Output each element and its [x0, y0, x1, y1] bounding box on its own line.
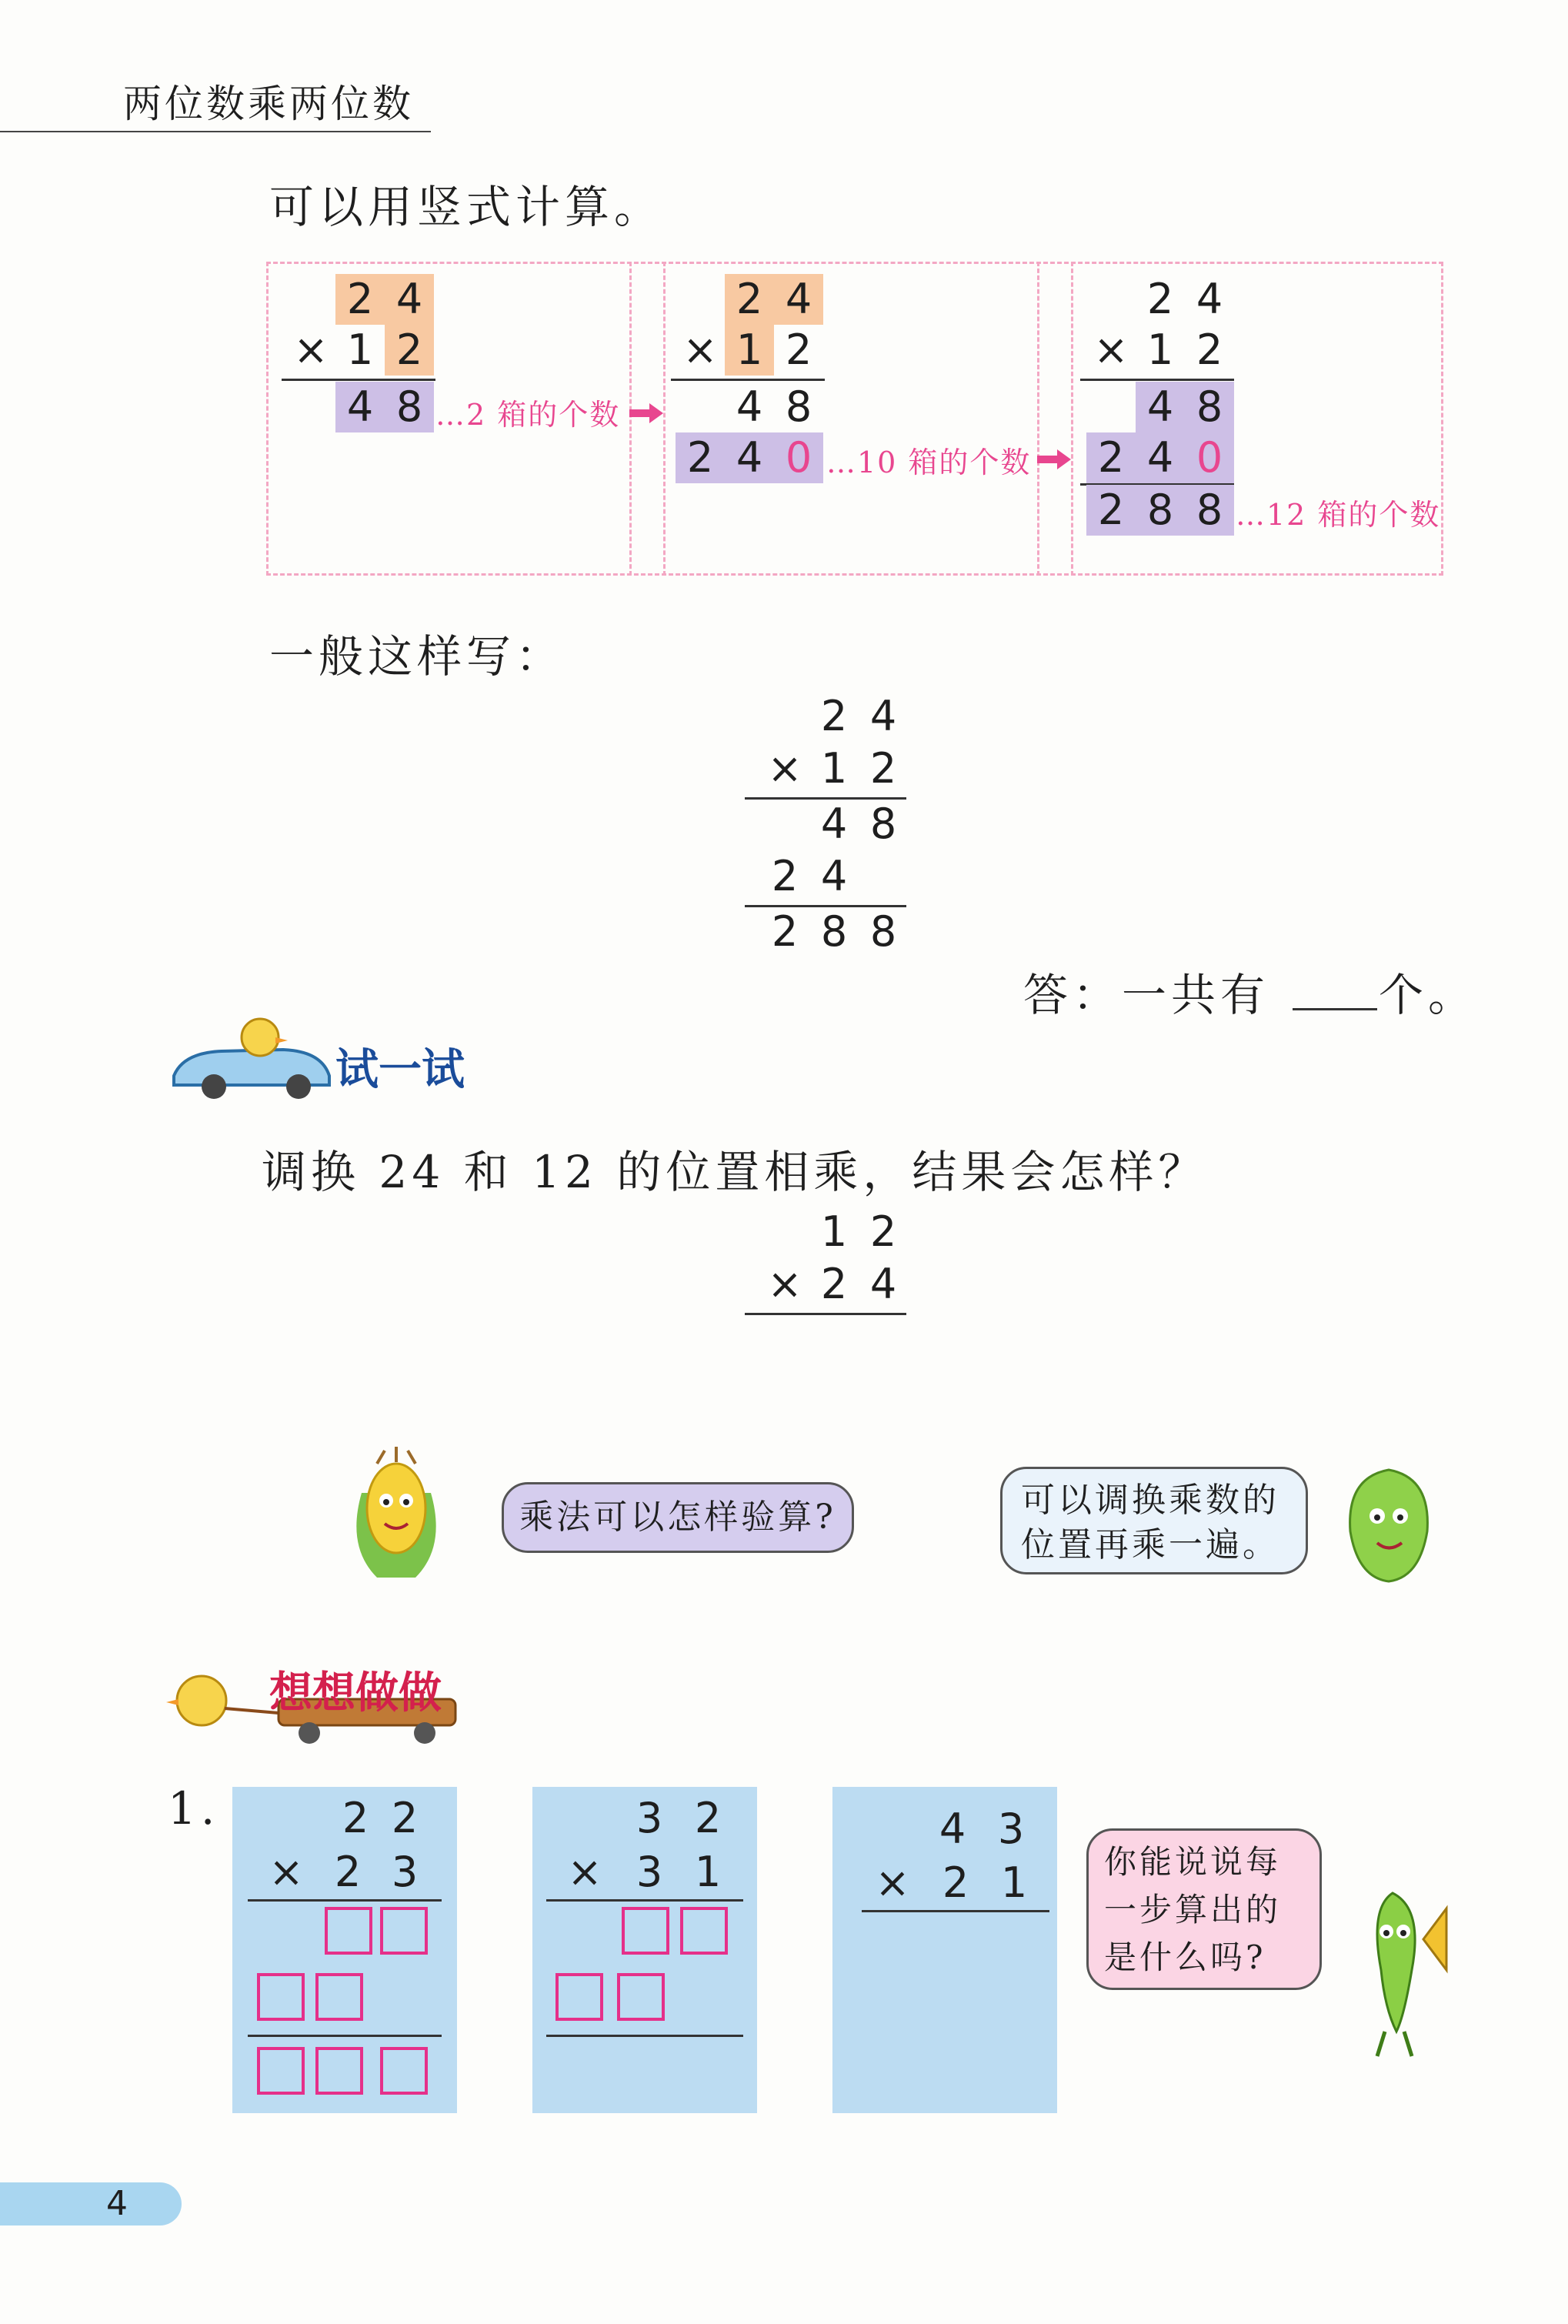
- calc-rule: [248, 1899, 442, 1902]
- digit: 2: [694, 1794, 722, 1842]
- digit: 8: [785, 382, 812, 431]
- digit: 4: [385, 274, 434, 325]
- try-question: 调换 24 和 12 的位置相乘，结果会怎样？: [262, 1146, 1208, 1198]
- digit: 2: [771, 907, 799, 956]
- digit: 2: [1086, 485, 1136, 536]
- digit: 1: [1000, 1858, 1028, 1907]
- digit: 1: [346, 326, 374, 374]
- digit: 2: [785, 326, 812, 374]
- try-title: 试一试: [335, 1045, 465, 1095]
- placeholder-zero: 0: [774, 432, 823, 483]
- calc-rule: [745, 1313, 906, 1315]
- answer-box[interactable]: [617, 1973, 665, 2021]
- times-sign: ×: [767, 1260, 802, 1308]
- digit: 2: [391, 1794, 419, 1842]
- corn-speech-bubble: 乘法可以怎样验算?: [502, 1482, 854, 1553]
- digit: 2: [1086, 432, 1136, 483]
- step-note: …10 箱的个数: [826, 446, 1032, 479]
- exercise-number: 1.: [168, 1782, 220, 1835]
- digit: 2: [1146, 275, 1174, 323]
- digit: 2: [676, 432, 725, 483]
- answer-box[interactable]: [680, 1907, 728, 1955]
- bubble-line: 一步算出的: [1104, 1891, 1282, 1928]
- pepper-speech-bubble: [1000, 1467, 1308, 1574]
- times-sign: ×: [875, 1858, 910, 1907]
- car-chick-icon: [168, 1014, 337, 1100]
- digit: 8: [869, 907, 897, 956]
- digit: 2: [385, 325, 434, 376]
- digit: 3: [636, 1848, 663, 1896]
- times-sign: ×: [1093, 326, 1129, 374]
- practice-title: 想想做做: [269, 1668, 442, 1718]
- answer-prefix: 答：一共有: [1023, 969, 1270, 1021]
- chapter-title: 两位数乘两位数: [123, 82, 414, 126]
- digit: 2: [334, 1848, 362, 1896]
- digit: 8: [1185, 382, 1234, 432]
- intro-text: 可以用竖式计算。: [269, 181, 664, 233]
- digit: 2: [820, 1260, 848, 1308]
- digit: 4: [736, 382, 763, 431]
- digit: 2: [335, 274, 385, 325]
- digit: 4: [1136, 382, 1185, 432]
- digit: 4: [869, 1260, 897, 1308]
- digit: 1: [725, 325, 774, 376]
- arrow-right-icon: [629, 403, 663, 423]
- bubble-line: 你能说说每: [1104, 1843, 1282, 1881]
- digit: 2: [942, 1858, 969, 1907]
- answer-box[interactable]: [257, 1973, 305, 2021]
- digit: 4: [774, 274, 823, 325]
- digit: 2: [869, 744, 897, 793]
- answer-box[interactable]: [315, 1973, 363, 2021]
- digit: 3: [997, 1805, 1025, 1853]
- answer-box[interactable]: [315, 2047, 363, 2095]
- answer-box[interactable]: [555, 1973, 603, 2021]
- digit: 4: [820, 800, 848, 848]
- times-sign: ×: [567, 1848, 602, 1896]
- digit: 1: [820, 744, 848, 793]
- page-number: 4: [106, 2184, 128, 2223]
- answer-box[interactable]: [380, 1907, 428, 1955]
- digit: 4: [1136, 432, 1185, 483]
- answer-box[interactable]: [257, 2047, 305, 2095]
- calc-rule: [862, 1910, 1049, 1912]
- step-divider: [1071, 262, 1073, 576]
- digit: 2: [725, 274, 774, 325]
- digit: 2: [342, 1794, 369, 1842]
- answer-blank[interactable]: [1293, 1008, 1377, 1010]
- general-label: 一般这样写：: [269, 630, 565, 683]
- digit: 4: [820, 852, 848, 900]
- placeholder-zero: 0: [1185, 432, 1234, 483]
- step-divider: [663, 262, 666, 576]
- answer-box[interactable]: [380, 2047, 428, 2095]
- calc-rule: [248, 2035, 442, 2037]
- page-number-tab: [0, 2182, 182, 2225]
- calc-rule: [546, 1899, 743, 1902]
- pepper-character-icon: [1331, 1454, 1446, 1593]
- bubble-line: 是什么吗?: [1104, 1938, 1266, 1976]
- bean-character-icon: [1339, 1878, 1454, 2062]
- bubble-line: 可以调换乘数的: [1021, 1481, 1279, 1520]
- digit: 3: [636, 1794, 663, 1842]
- times-sign: ×: [269, 1848, 304, 1896]
- calc-rule: [546, 2035, 743, 2037]
- digit: 8: [1185, 485, 1234, 536]
- step-divider: [1037, 262, 1039, 576]
- digit: 8: [1136, 485, 1185, 536]
- answer-box[interactable]: [325, 1907, 372, 1955]
- digit: 4: [869, 692, 897, 740]
- digit: 2: [820, 692, 848, 740]
- digit: 8: [869, 800, 897, 848]
- calc-rule: [282, 379, 435, 381]
- times-sign: ×: [293, 326, 329, 374]
- digit: 8: [820, 907, 848, 956]
- digit: 4: [1196, 275, 1223, 323]
- digit: 8: [385, 382, 434, 432]
- digit: 1: [1146, 326, 1174, 374]
- corn-character-icon: [331, 1447, 462, 1593]
- calc-rule: [1080, 379, 1234, 381]
- bean-speech-bubble: [1086, 1828, 1322, 1990]
- digit: 4: [939, 1805, 966, 1853]
- digit: 4: [725, 432, 774, 483]
- step-note: …2 箱的个数: [435, 398, 621, 432]
- digit: 3: [391, 1848, 419, 1896]
- digit: 4: [335, 382, 385, 432]
- answer-suffix: 个。: [1379, 969, 1478, 1021]
- digit: 2: [869, 1207, 897, 1256]
- calc-rule: [671, 379, 825, 381]
- bubble-line: 位置再乘一遍。: [1021, 1525, 1279, 1564]
- digit: 1: [820, 1207, 848, 1256]
- arrow-right-icon: [1037, 449, 1071, 469]
- step-note: …12 箱的个数: [1236, 498, 1441, 532]
- times-sign: ×: [682, 326, 718, 374]
- digit: 1: [694, 1848, 722, 1896]
- digit: 2: [1196, 326, 1223, 374]
- answer-box[interactable]: [622, 1907, 669, 1955]
- times-sign: ×: [767, 744, 802, 793]
- digit: 2: [771, 852, 799, 900]
